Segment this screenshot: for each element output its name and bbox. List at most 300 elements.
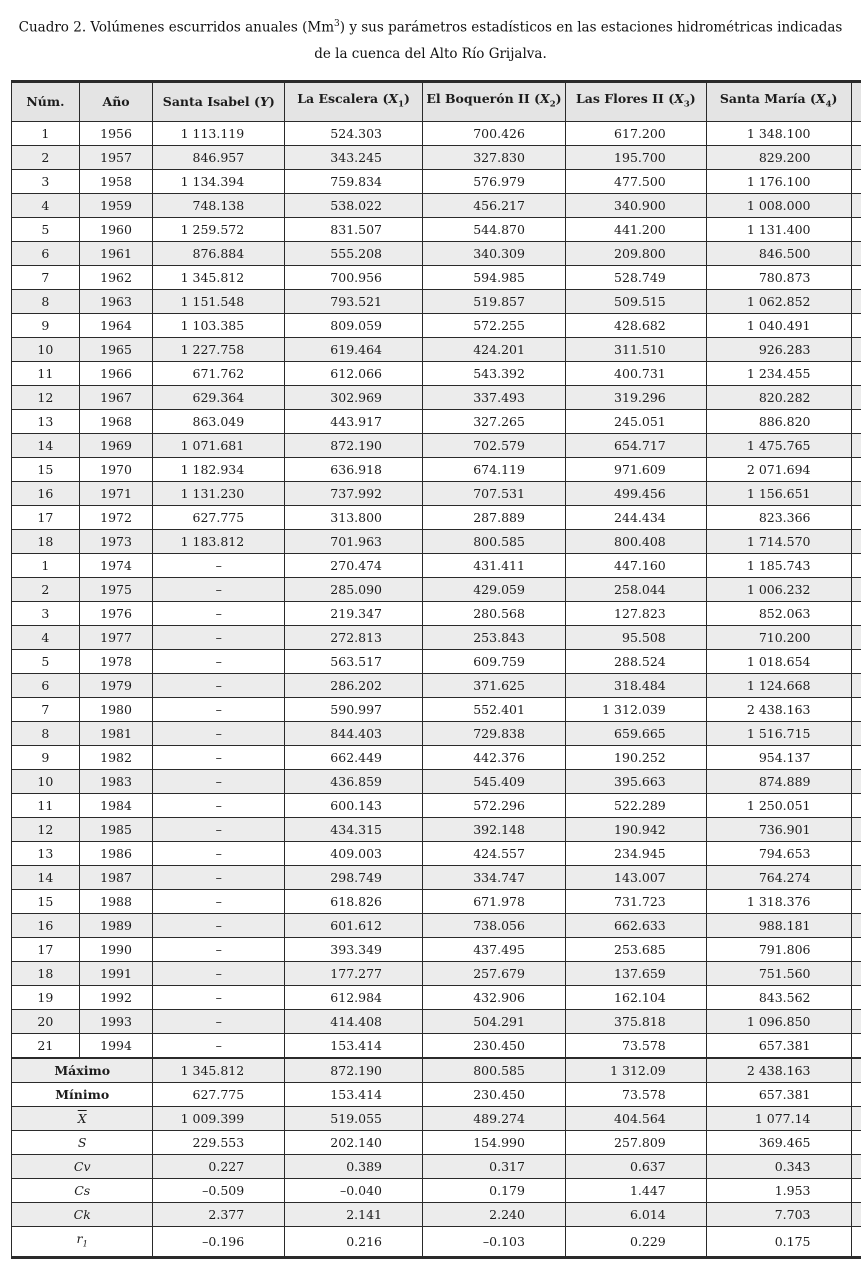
volume-value-cell: 886.820 (706, 409, 851, 433)
volume-value-cell: 424.201 (423, 337, 566, 361)
volume-value-cell: 1 183.812 (153, 529, 285, 553)
volume-value-cell: 988.181 (706, 913, 851, 937)
volume-value-cell: 710.200 (706, 625, 851, 649)
volume-value-cell: 253.685 (565, 937, 706, 961)
row-number-cell: 12 (12, 385, 80, 409)
column-header-5: El Boquerón II $(X_2)$ (423, 82, 566, 122)
volume-value-cell: 700.956 (285, 265, 423, 289)
statistic-value-cell: 257.809 (565, 1130, 706, 1154)
volume-value-cell: 823.366 (706, 505, 851, 529)
volume-value-cell: 609.759 (423, 649, 566, 673)
volume-value-cell: 1 018.654 (706, 649, 851, 673)
volume-value-cell: 499.456 (565, 481, 706, 505)
row-number-cell: 1 (12, 121, 80, 145)
volume-value-cell: 340.309 (423, 241, 566, 265)
caption-text-prefix: Cuadro 2. Volúmenes escurridos anuales (Mm (19, 20, 334, 36)
year-cell: 1968 (79, 409, 153, 433)
clipped-edge-cell (851, 121, 861, 145)
clipped-edge-cell (851, 481, 861, 505)
volume-value-cell: – (153, 985, 285, 1009)
row-number-cell: 8 (12, 289, 80, 313)
column-header-4: La Escalera $(X_1)$ (285, 82, 423, 122)
volume-value-cell: 1 062.852 (706, 289, 851, 313)
clipped-edge-cell (851, 145, 861, 169)
volume-value-cell: 737.992 (285, 481, 423, 505)
table-row (12, 577, 861, 601)
table-row (12, 193, 861, 217)
year-cell: 1978 (79, 649, 153, 673)
header-row (12, 82, 861, 122)
volume-value-cell: 543.392 (423, 361, 566, 385)
volume-value-cell: – (153, 841, 285, 865)
statistic-value-cell: 6.014 (565, 1202, 706, 1226)
volume-value-cell: – (153, 793, 285, 817)
year-cell: 1993 (79, 1009, 153, 1033)
volume-value-cell: – (153, 913, 285, 937)
volume-value-cell: 636.918 (285, 457, 423, 481)
volume-value-cell: 1 234.455 (706, 361, 851, 385)
volume-value-cell: 612.066 (285, 361, 423, 385)
clipped-edge-cell (851, 385, 861, 409)
volume-value-cell: 738.056 (423, 913, 566, 937)
table-row (12, 1154, 861, 1178)
volume-value-cell: 443.917 (285, 409, 423, 433)
volume-value-cell: – (153, 769, 285, 793)
table-row (12, 721, 861, 745)
row-number-cell: 16 (12, 913, 80, 937)
volume-value-cell: 432.906 (423, 985, 566, 1009)
row-number-cell: 21 (12, 1033, 80, 1058)
volume-value-cell: 1 156.651 (706, 481, 851, 505)
year-cell: 1977 (79, 625, 153, 649)
clipped-edge-cell (851, 505, 861, 529)
volume-value-cell: – (153, 625, 285, 649)
volume-value-cell: 671.978 (423, 889, 566, 913)
year-cell: 1989 (79, 913, 153, 937)
clipped-edge-cell (851, 529, 861, 553)
volume-value-cell: 657.381 (706, 1033, 851, 1058)
variable-symbol: Y (260, 94, 269, 109)
volume-value-cell: 1 250.051 (706, 793, 851, 817)
volume-value-cell: 700.426 (423, 121, 566, 145)
volume-value-cell: 477.500 (565, 169, 706, 193)
volume-value-cell: 872.190 (285, 433, 423, 457)
year-cell: 1986 (79, 841, 153, 865)
volume-value-cell: 764.274 (706, 865, 851, 889)
volume-value-cell: 1 103.385 (153, 313, 285, 337)
clipped-edge-cell (851, 337, 861, 361)
clipped-edge-cell (851, 1009, 861, 1033)
volume-value-cell: 245.051 (565, 409, 706, 433)
row-number-cell: 6 (12, 673, 80, 697)
volume-value-cell: 759.834 (285, 169, 423, 193)
row-number-cell: 1 (12, 553, 80, 577)
table-row (12, 937, 861, 961)
volume-value-cell: 509.515 (565, 289, 706, 313)
statistic-value-cell: 154.990 (423, 1130, 566, 1154)
clipped-edge-cell (851, 937, 861, 961)
clipped-edge-cell (851, 673, 861, 697)
row-number-cell: 5 (12, 649, 80, 673)
year-cell: 1990 (79, 937, 153, 961)
year-cell: 1969 (79, 433, 153, 457)
table-row (12, 481, 861, 505)
table-row (12, 1009, 861, 1033)
row-number-cell: 10 (12, 769, 80, 793)
statistic-subscript: 1 (82, 1239, 87, 1249)
row-number-cell: 4 (12, 625, 80, 649)
row-number-cell: 2 (12, 577, 80, 601)
clipped-edge-cell (851, 1226, 861, 1258)
table-row (12, 145, 861, 169)
column-header-2: Año (79, 82, 153, 122)
variable-subscript: 1 (398, 100, 404, 110)
row-number-cell: 11 (12, 793, 80, 817)
volume-value-cell: 2 071.694 (706, 457, 851, 481)
row-number-cell: 8 (12, 721, 80, 745)
volume-value-cell: 538.022 (285, 193, 423, 217)
year-cell: 1967 (79, 385, 153, 409)
year-cell: 1957 (79, 145, 153, 169)
volume-value-cell: 791.806 (706, 937, 851, 961)
statistic-value-cell: 2 438.163 (706, 1058, 851, 1083)
volume-value-cell: 436.859 (285, 769, 423, 793)
row-number-cell: 7 (12, 697, 80, 721)
volume-value-cell: 190.942 (565, 817, 706, 841)
row-number-cell: 9 (12, 745, 80, 769)
volume-value-cell: 456.217 (423, 193, 566, 217)
variable-subscript: 4 (826, 100, 832, 110)
table-row (12, 769, 861, 793)
volume-value-cell: 143.007 (565, 865, 706, 889)
statistic-value-cell: 627.775 (153, 1082, 285, 1106)
statistic-value-cell: –0.040 (285, 1178, 423, 1202)
volume-value-cell: 127.823 (565, 601, 706, 625)
year-cell: 1975 (79, 577, 153, 601)
volume-value-cell: 629.364 (153, 385, 285, 409)
table-row (12, 289, 861, 313)
table-row (12, 241, 861, 265)
row-number-cell: 14 (12, 433, 80, 457)
volume-value-cell: 319.296 (565, 385, 706, 409)
clipped-edge-cell (851, 457, 861, 481)
volume-value-cell: 219.347 (285, 601, 423, 625)
clipped-edge-cell (851, 625, 861, 649)
row-number-cell: 9 (12, 313, 80, 337)
statistic-value-cell: 369.465 (706, 1130, 851, 1154)
volume-value-cell: 298.749 (285, 865, 423, 889)
variable-symbol: X (388, 91, 398, 106)
volume-value-cell: – (153, 889, 285, 913)
year-cell: 1987 (79, 865, 153, 889)
clipped-edge-cell (851, 961, 861, 985)
year-cell: 1982 (79, 745, 153, 769)
year-cell: 1984 (79, 793, 153, 817)
volume-value-cell: 392.148 (423, 817, 566, 841)
volume-value-cell: 627.775 (153, 505, 285, 529)
volume-value-cell: 1 714.570 (706, 529, 851, 553)
year-cell: 1992 (79, 985, 153, 1009)
volume-value-cell: – (153, 697, 285, 721)
volume-value-cell: 424.557 (423, 841, 566, 865)
clipped-edge-cell (851, 265, 861, 289)
volume-value-cell: 1 151.548 (153, 289, 285, 313)
statistic-value-cell: –0.509 (153, 1178, 285, 1202)
volume-value-cell: 327.830 (423, 145, 566, 169)
volume-value-cell: 2 438.163 (706, 697, 851, 721)
volume-value-cell: 234.945 (565, 841, 706, 865)
year-cell: 1961 (79, 241, 153, 265)
volume-value-cell: 414.408 (285, 1009, 423, 1033)
statistic-value-cell: 1 009.399 (153, 1106, 285, 1130)
year-cell: 1962 (79, 265, 153, 289)
volume-value-cell: 428.682 (565, 313, 706, 337)
clipped-edge-cell (851, 1106, 861, 1130)
year-cell: 1973 (79, 529, 153, 553)
volume-value-cell: 1 008.000 (706, 193, 851, 217)
volume-value-cell: 1 040.491 (706, 313, 851, 337)
table-row (12, 865, 861, 889)
volume-value-cell: – (153, 553, 285, 577)
row-number-cell: 7 (12, 265, 80, 289)
variable-subscript: 2 (550, 100, 556, 110)
volume-value-cell: 1 113.119 (153, 121, 285, 145)
table-row (12, 337, 861, 361)
statistic-value-cell: 0.637 (565, 1154, 706, 1178)
superscript-3: 3 (334, 19, 340, 29)
volume-value-cell: 618.826 (285, 889, 423, 913)
volume-value-cell: 1 006.232 (706, 577, 851, 601)
statistic-value-cell: 519.055 (285, 1106, 423, 1130)
volume-value-cell: 393.349 (285, 937, 423, 961)
volume-value-cell: 617.200 (565, 121, 706, 145)
row-number-cell: 13 (12, 841, 80, 865)
row-number-cell: 20 (12, 1009, 80, 1033)
year-cell: 1988 (79, 889, 153, 913)
volume-value-cell: 177.277 (285, 961, 423, 985)
volume-value-cell: 1 131.230 (153, 481, 285, 505)
volume-value-cell: – (153, 1033, 285, 1058)
volume-value-cell: 190.252 (565, 745, 706, 769)
year-cell: 1983 (79, 769, 153, 793)
column-header-3: Santa Isabel (Y) (153, 82, 285, 122)
caption-text-suffix: ) y sus parámetros estadísticos en las estaciones hidrométricas indicadas (340, 20, 843, 36)
volume-value-cell: 552.401 (423, 697, 566, 721)
volume-value-cell: 337.493 (423, 385, 566, 409)
row-number-cell: 3 (12, 169, 80, 193)
volume-value-cell: – (153, 937, 285, 961)
table-header (12, 82, 861, 122)
volume-value-cell: 1 182.934 (153, 457, 285, 481)
volume-value-cell: – (153, 577, 285, 601)
row-number-cell: 11 (12, 361, 80, 385)
year-cell: 1963 (79, 289, 153, 313)
clipped-edge-cell (851, 361, 861, 385)
year-cell: 1979 (79, 673, 153, 697)
clipped-edge-cell (851, 217, 861, 241)
volume-value-cell: 429.059 (423, 577, 566, 601)
volume-value-cell: 1 185.743 (706, 553, 851, 577)
column-header-7: Santa María $(X_4)$ (706, 82, 851, 122)
volume-value-cell: 654.717 (565, 433, 706, 457)
volume-value-cell: 302.969 (285, 385, 423, 409)
year-cell: 1958 (79, 169, 153, 193)
table-row (12, 601, 861, 625)
table-row (12, 1033, 861, 1058)
row-number-cell: 4 (12, 193, 80, 217)
volume-value-cell: 572.296 (423, 793, 566, 817)
statistic-value-cell: 1 077.14 (706, 1106, 851, 1130)
row-number-cell: 13 (12, 409, 80, 433)
statistic-value-cell: 229.553 (153, 1130, 285, 1154)
clipped-edge-cell (851, 817, 861, 841)
volume-value-cell: 442.376 (423, 745, 566, 769)
statistic-value-cell: 2.377 (153, 1202, 285, 1226)
statistic-label-cell (12, 1106, 153, 1130)
volume-value-cell: 572.255 (423, 313, 566, 337)
volume-value-cell: 1 345.812 (153, 265, 285, 289)
clipped-edge-cell (851, 1202, 861, 1226)
statistic-value-cell: 1 345.812 (153, 1058, 285, 1083)
clipped-edge-cell (851, 841, 861, 865)
table-row (12, 625, 861, 649)
clipped-edge-cell (851, 721, 861, 745)
table-row (12, 1082, 861, 1106)
clipped-edge-cell (851, 289, 861, 313)
clipped-edge-cell (851, 553, 861, 577)
row-number-cell: 5 (12, 217, 80, 241)
table-row (12, 529, 861, 553)
volume-value-cell: 874.889 (706, 769, 851, 793)
volume-value-cell: 780.873 (706, 265, 851, 289)
volume-value-cell: 340.900 (565, 193, 706, 217)
volume-value-cell: 441.200 (565, 217, 706, 241)
table-row (12, 697, 861, 721)
statistic-value-cell: 7.703 (706, 1202, 851, 1226)
row-number-cell: 6 (12, 241, 80, 265)
table-row (12, 649, 861, 673)
volume-value-cell: 662.449 (285, 745, 423, 769)
volume-value-cell: 809.059 (285, 313, 423, 337)
volume-value-cell: 1 071.681 (153, 433, 285, 457)
statistic-value-cell: 202.140 (285, 1130, 423, 1154)
statistic-label-cell: Máximo (12, 1058, 153, 1083)
volume-value-cell: 447.160 (565, 553, 706, 577)
volume-value-cell: 545.409 (423, 769, 566, 793)
volume-value-cell: 137.659 (565, 961, 706, 985)
year-cell: 1956 (79, 121, 153, 145)
table-row (12, 961, 861, 985)
volume-value-cell: 1 259.572 (153, 217, 285, 241)
clipped-edge-cell (851, 649, 861, 673)
volume-value-cell: – (153, 817, 285, 841)
volume-value-cell: 195.700 (565, 145, 706, 169)
statistic-value-cell: 2.141 (285, 1202, 423, 1226)
volume-value-cell: – (153, 745, 285, 769)
year-cell: 1966 (79, 361, 153, 385)
volume-value-cell: 863.049 (153, 409, 285, 433)
volume-value-cell: 800.408 (565, 529, 706, 553)
volume-value-cell: 846.500 (706, 241, 851, 265)
row-number-cell: 12 (12, 817, 80, 841)
volume-value-cell: 671.762 (153, 361, 285, 385)
volume-value-cell: – (153, 865, 285, 889)
volume-value-cell: 1 516.715 (706, 721, 851, 745)
year-cell: 1974 (79, 553, 153, 577)
volume-value-cell: 334.747 (423, 865, 566, 889)
volume-value-cell: 751.560 (706, 961, 851, 985)
volume-value-cell: 285.090 (285, 577, 423, 601)
row-number-cell: 18 (12, 529, 80, 553)
table-row (12, 745, 861, 769)
volume-value-cell: – (153, 649, 285, 673)
clipped-edge-cell (851, 1178, 861, 1202)
table-caption (0, 11, 861, 67)
clipped-edge-cell (851, 1058, 861, 1083)
volume-value-cell: 701.963 (285, 529, 423, 553)
caption-line-1 (0, 11, 861, 41)
statistic-value-cell: 872.190 (285, 1058, 423, 1083)
statistic-value-cell: 800.585 (423, 1058, 566, 1083)
volume-value-cell: 659.665 (565, 721, 706, 745)
clipped-edge-cell (851, 433, 861, 457)
table-row (12, 1106, 861, 1130)
clipped-edge-cell (851, 985, 861, 1009)
volume-value-cell: 1 475.765 (706, 433, 851, 457)
clipped-edge-cell (851, 769, 861, 793)
volume-value-cell: 926.283 (706, 337, 851, 361)
clipped-edge-cell (851, 169, 861, 193)
clipped-edge-cell (851, 865, 861, 889)
statistic-value-cell: 1.447 (565, 1178, 706, 1202)
volume-value-cell: 1 096.850 (706, 1009, 851, 1033)
year-cell: 1959 (79, 193, 153, 217)
table-row (12, 913, 861, 937)
volume-value-cell: 73.578 (565, 1033, 706, 1058)
volume-value-cell: 400.731 (565, 361, 706, 385)
volume-value-cell: 954.137 (706, 745, 851, 769)
volume-value-cell: 253.843 (423, 625, 566, 649)
variable-subscript: 3 (684, 100, 690, 110)
row-number-cell: 18 (12, 961, 80, 985)
volume-value-cell: 594.985 (423, 265, 566, 289)
volume-value-cell: 327.265 (423, 409, 566, 433)
volume-value-cell: 1 134.394 (153, 169, 285, 193)
volume-value-cell: 794.653 (706, 841, 851, 865)
clipped-edge-cell (851, 1082, 861, 1106)
clipped-edge-cell (851, 793, 861, 817)
volume-value-cell: 431.411 (423, 553, 566, 577)
volume-value-cell: 1 312.039 (565, 697, 706, 721)
clipped-edge-cell (851, 82, 861, 122)
year-cell: 1960 (79, 217, 153, 241)
volume-value-cell: 522.289 (565, 793, 706, 817)
volume-value-cell: 1 227.758 (153, 337, 285, 361)
clipped-edge-cell (851, 577, 861, 601)
volume-value-cell: 371.625 (423, 673, 566, 697)
volume-value-cell: 272.813 (285, 625, 423, 649)
statistic-value-cell: 2.240 (423, 1202, 566, 1226)
row-number-cell: 17 (12, 505, 80, 529)
year-cell: 1981 (79, 721, 153, 745)
column-header-6: Las Flores II $(X_3)$ (565, 82, 706, 122)
volume-value-cell: 313.800 (285, 505, 423, 529)
volume-value-cell: 95.508 (565, 625, 706, 649)
volume-value-cell: 258.044 (565, 577, 706, 601)
year-cell: 1994 (79, 1033, 153, 1058)
table-row (12, 1226, 861, 1258)
row-number-cell: 16 (12, 481, 80, 505)
